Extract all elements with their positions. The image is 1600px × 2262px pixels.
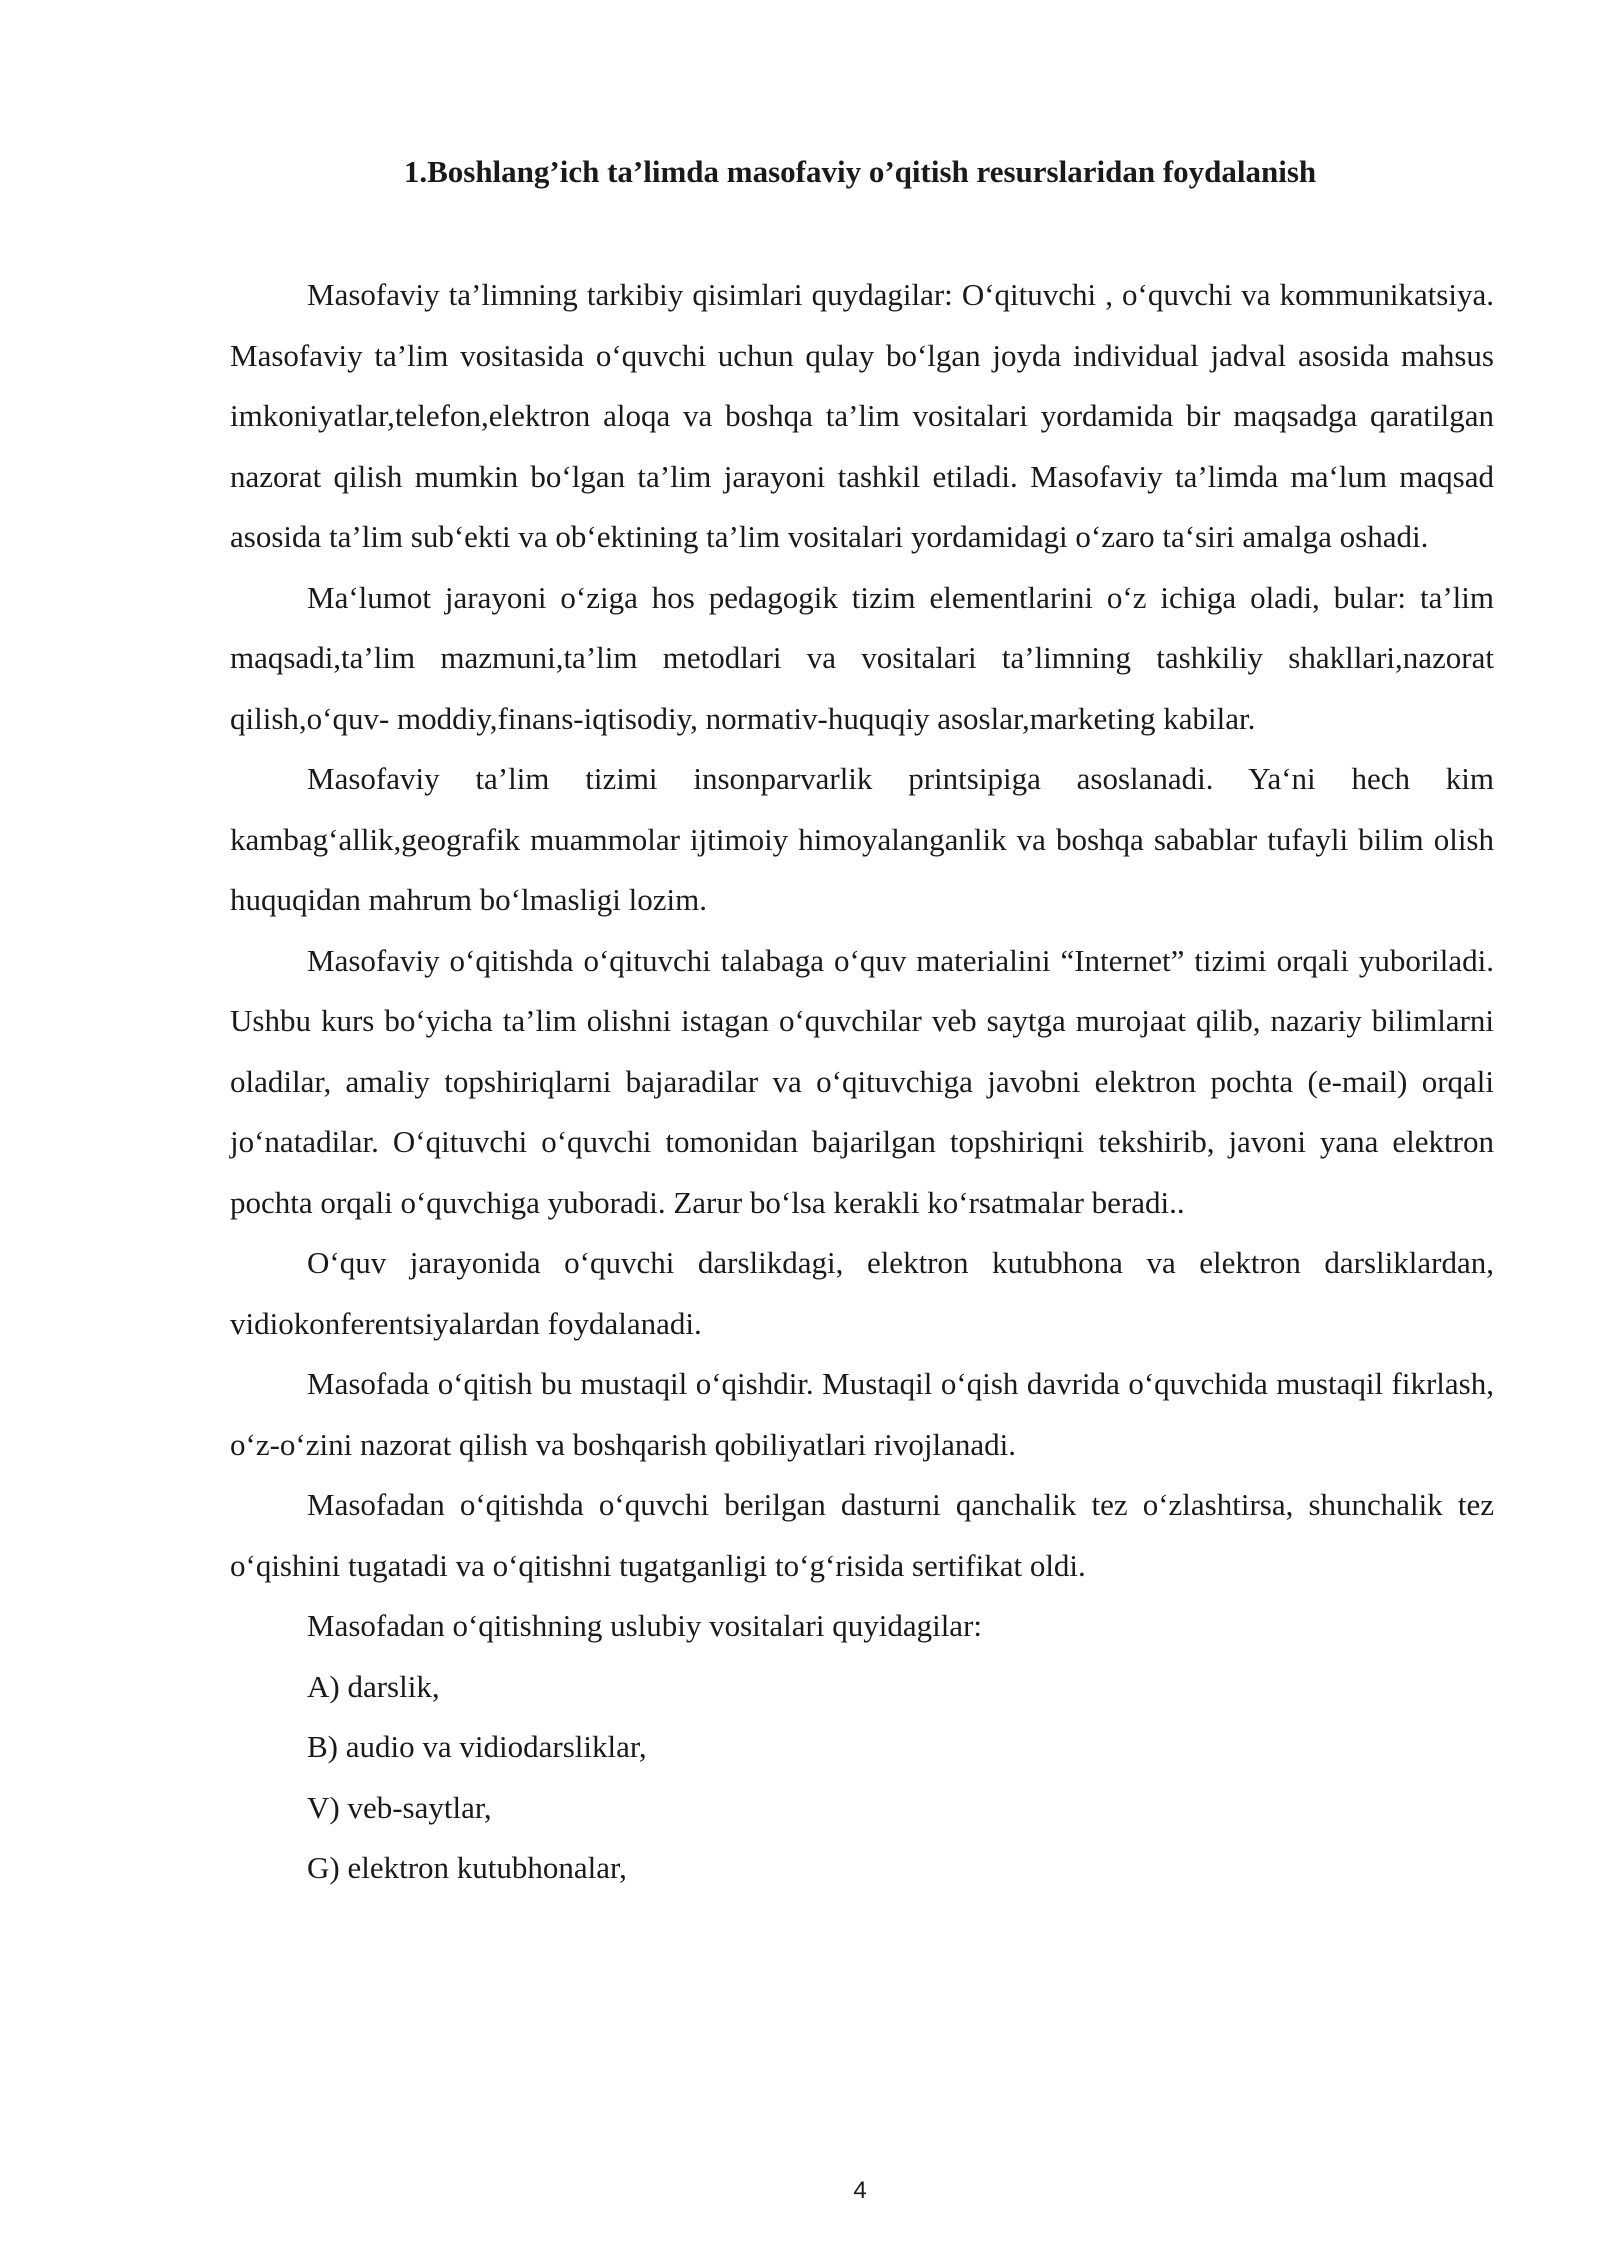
list-item: A) darslik, bbox=[307, 1668, 440, 1704]
paragraph-program-speed: Masofadan o‘qitishda o‘quvchi berilgan dasturni qanchalik tez o‘zlashtirsa, shunchalik tez o‘qishini tugatadi va o‘qitishni tugatganligi to‘g‘risida sertifikat oldi. bbox=[230, 1487, 1494, 1583]
methodical-tools-list bbox=[230, 1657, 1494, 1899]
paragraph-pedagogical-system: Ma‘lumot jarayoni o‘ziga hos pedagogik tizim elementlarini o‘z ichiga oladi, bular: ta’lim maqsadi,ta’lim mazmuni,ta’lim metodlari va vositalari ta’limning tashkiliy shakllari,nazorat qilish,o‘quv- moddiy,finans-iqtisodiy, normativ-huquqiy asoslar,marketing kabilar. bbox=[230, 579, 1494, 736]
body-text bbox=[230, 265, 1494, 1899]
page-number: 4 bbox=[853, 2177, 867, 2204]
paragraph-internet-teaching: Masofaviy o‘qitishda o‘qituvchi talabaga o‘quv materialini “Internet” tizimi orqali yuboriladi. Ushbu kurs bo‘yicha ta’lim olishni istagan o‘quvchilar veb saytga murojaat qilib, nazariy bilimlarni oladilar, amaliy topshiriqlarni bajaradilar va o‘qituvchiga javobni elektron pochta (e-mail) orqali jo‘natadilar. O‘qituvchi o‘quvchi tomonidan bajarilgan topshiriqni tekshirib, javoni yana elektron pochta orqali o‘quvchiga yuboradi. Zarur bo‘lsa kerakli ko‘rsatmalar beradi.. bbox=[230, 942, 1494, 1220]
list-item: B) audio va vidiodarsliklar, bbox=[307, 1729, 647, 1764]
section-heading: 1.Boshlang’ich ta’limda masofaviy o’qitish resurslaridan foydalanish bbox=[403, 154, 1317, 189]
paragraph-independent-study: Masofada o‘qitish bu mustaqil o‘qishdir. Mustaqil o‘qish davrida o‘quvchida mustaqil fikrlash, o‘z-o‘zini nazorat qilish va boshqarish qobiliyatlari rivojlanadi. bbox=[230, 1366, 1494, 1462]
paragraph-humanity-principle: Masofaviy ta’lim tizimi insonparvarlik printsipiga asoslanadi. Ya‘ni hech kim kambag‘allik,geografik muammolar ijtimoiy himoyalanganlik va boshqa sabablar tufayli bilim olish huquqidan mahrum bo‘lmasligi lozim. bbox=[230, 761, 1494, 917]
list-item: V) veb-saytlar, bbox=[307, 1789, 492, 1825]
paragraph-methodical-tools: Masofadan o‘qitishning uslubiy vositalari quyidagilar: bbox=[307, 1608, 983, 1643]
paragraph-learning-process: O‘quv jarayonida o‘quvchi darslikdagi, elektron kutubhona va elektron darsliklardan, vidiokonferentsiyalardan foydalanadi. bbox=[230, 1245, 1494, 1341]
list-item: G) elektron kutubhonalar, bbox=[307, 1850, 627, 1885]
paragraph-components: Masofaviy ta’limning tarkibiy qisimlari quydagilar: O‘qituvchi , o‘quvchi va kommunikatsiya. Masofaviy ta’lim vositasida o‘quvchi uchun qulay bo‘lgan joyda individual jadval asosida mahsus imkoniyatlar,telefon,elektron aloqa va boshqa ta’lim vositalari yordamida bir maqsadga qaratilgan nazorat qilish mumkin bo‘lgan ta’lim jarayoni tashkil etiladi. Masofaviy ta’limda ma‘lum maqsad asosida ta’lim sub‘ekti va ob‘ektining ta’lim vositalari yordamidagi o‘zaro ta‘siri amalga oshadi. bbox=[230, 277, 1494, 554]
